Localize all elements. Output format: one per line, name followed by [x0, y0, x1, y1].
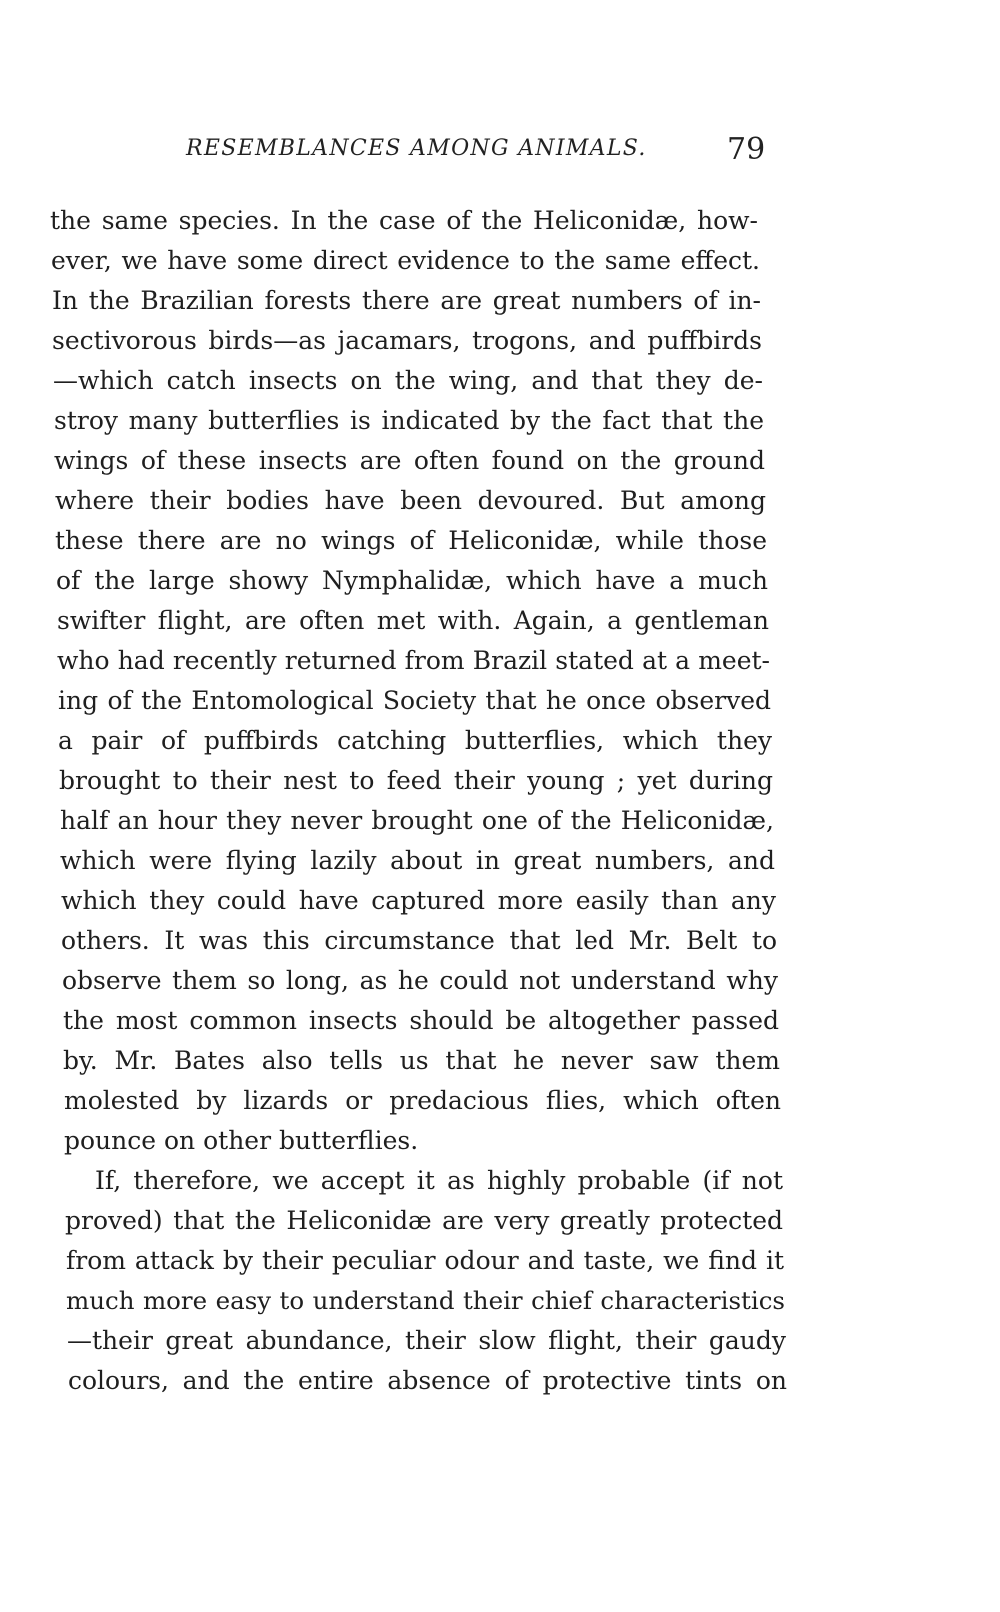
text-line: colours, and the entire absence of protective tints on: [68, 1366, 787, 1395]
text-line: which they could have captured more easily than any: [61, 886, 776, 915]
text-line: which were flying lazily about in great numbers, and: [60, 846, 775, 875]
text-line: the same species. In the case of the Heliconidæ, how-: [50, 206, 758, 235]
text-line: from attack by their peculiar odour and taste, we find it: [66, 1246, 784, 1275]
text-line: where their bodies have been devoured. But among: [55, 486, 766, 515]
text-line: by. Mr. Bates also tells us that he never saw them: [63, 1046, 780, 1075]
text-line: If, therefore, we accept it as highly probable (if not: [95, 1166, 783, 1195]
text-line: —which catch insects on the wing, and that they de-: [53, 366, 763, 395]
text-line: wings of these insects are often found on the ground: [54, 446, 765, 475]
text-line: sectivorous birds—as jacamars, trogons, and puffbirds: [52, 326, 762, 355]
text-line: proved) that the Heliconidæ are very greatly protected: [65, 1206, 783, 1235]
page-number: 79: [727, 132, 766, 167]
text-line: a pair of puffbirds catching butterflies, which they: [58, 726, 772, 755]
text-line: these there are no wings of Heliconidæ, while those: [55, 526, 767, 555]
text-line: who had recently returned from Brazil stated at a meet-: [57, 646, 770, 675]
text-line: much more easy to understand their chief characteristics: [66, 1286, 785, 1315]
text-line: —their great abundance, their slow flight, their gaudy: [67, 1326, 786, 1355]
running-head-title: RESEMBLANCES AMONG ANIMALS.: [186, 136, 647, 161]
text-line: swifter flight, are often met with. Again, a gentleman: [57, 606, 769, 635]
text-line: the most common insects should be altogether passed: [63, 1006, 779, 1035]
text-line: observe them so long, as he could not understand why: [62, 966, 778, 995]
text-line: stroy many butterflies is indicated by the fact that the: [54, 406, 764, 435]
text-line: pounce on other butterflies.: [64, 1126, 419, 1155]
text-line: brought to their nest to feed their young ; yet during: [59, 766, 773, 795]
text-line: ing of the Entomological Society that he once observed: [58, 686, 771, 715]
text-line: ever, we have some direct evidence to the same effect.: [51, 246, 760, 275]
text-line: others. It was this circumstance that led Mr. Belt to: [61, 926, 777, 955]
text-line: half an hour they never brought one of the Heliconidæ,: [60, 806, 774, 835]
text-line: molested by lizards or predacious flies, which often: [64, 1086, 781, 1115]
text-line: of the large showy Nymphalidæ, which have a much: [56, 566, 768, 595]
text-line: In the Brazilian forests there are great numbers of in-: [52, 286, 761, 315]
